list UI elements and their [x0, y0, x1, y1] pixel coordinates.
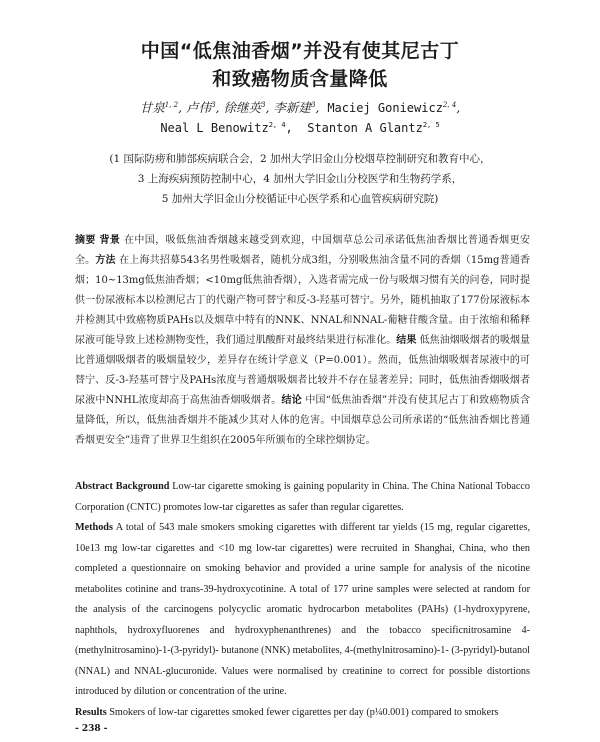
author-affil: 2, 4 [268, 121, 286, 129]
background-text: 在中国，吸低焦油香烟越来越受到欢迎，中国烟草总公司承诺低焦油香烟比普通香烟更安全。 [75, 235, 531, 266]
author-line-1: 甘泉$^{1, 2}$, 卢伟$^3$, 徐继英$^3$, 李新建$^3$, Maciej Goniewicz$^{2, 4}$, [139, 100, 461, 115]
author-affil: 3 [310, 100, 316, 109]
affiliation-line-2: 3 上海疾病预防控制中心，4 加州大学旧金山分校医学和生物药学系， [137, 173, 463, 185]
author: 徐继英 [223, 100, 261, 115]
conclusion-label: 结论 [281, 395, 302, 406]
abstract-label: 摘要 [75, 235, 96, 246]
author: 李新建 [273, 100, 311, 115]
methods-text-en: A total of 543 male smokers smoking cigarettes with different tar yields (15 mg, regular cigarettes, 10e13 mg low-tar cigarettes and <10 mg low-tar cigarettes) were recruited in Shanghai, China, who then completed a questionnaire on smoking behavior and provided a urine sample for analysis of the nicotine metabolites cotinine and trans-39-hydroxycotinine. A total of 177 urine samples were selected at random for the analysis of the carcinogens polycyclic aromatic hydrocarbon metabolites (PAHs) (1-hydroxypyrene, naphthols, hydroxyfluorenes and hydroxyphenanthrenes) and the tobacco specificnitrosamine 4-(methylnitrosamino)-1-(3-pyridyl)- butanone (NNK) metabolites, 4-(methylnitrosamino)-1- (3-pyridyl)-butanol (NNAL) and NNAL-glucuronide. Values were normalised by creatinine to correct for possible distortions introduced by dilution or concentration of the urine. [75, 522, 531, 697]
author-affil: 2, 4 [442, 100, 457, 109]
results-label: 结果 [396, 335, 417, 346]
author: Maciej Goniewicz [327, 101, 443, 115]
page-number: - 238 - [75, 724, 108, 734]
affiliation-line-1: (1 国际防痨和肺部疾病联合会，2 加州大学旧金山分校烟草控制研究和教育中心， [109, 153, 491, 165]
results-label-en: Results [75, 706, 107, 718]
title-line-2: 和致癌物质含量降低 [212, 68, 388, 90]
background-label: 背景 [99, 235, 121, 246]
author-affil: 3 [261, 100, 266, 109]
author-affil: 1, 2 [164, 100, 179, 109]
author: Neal L Benowitz [160, 121, 269, 135]
abstract-label-en: Abstract [75, 481, 113, 492]
abstract-chinese [75, 231, 530, 451]
abstract-english [75, 477, 530, 723]
author-line-2: Neal L Benowitz$^{2, 4}$, Stanton A Glantz$^{2, 5}$ [160, 121, 440, 135]
author-affil: 2, 5 [422, 121, 440, 129]
results-text-en: Smokers of low-tar cigarettes smoked fewer cigarettes per day (p¼0.001) compared to smokers [109, 706, 499, 718]
author: Stanton A Glantz [307, 121, 423, 135]
methods-label: 方法 [95, 255, 116, 266]
background-label-en: Background [115, 481, 170, 492]
affiliation-line-3: 5 加州大学旧金山分校循证中心医学系和心血管疾病研究院) [161, 193, 439, 205]
title-line-1: 中国“低焦油香烟”并没有使其尼古丁 [140, 40, 460, 62]
author: 卢伟 [186, 100, 212, 115]
background-text-en: Low-tar cigarette smoking is gaining popularity in China. The China National Tobacco Corporation (CNTC) promotes low-tar cigarettes as safer than regular cigarettes. [75, 481, 531, 513]
author-affil: 3 [211, 100, 216, 109]
author: 甘泉 [139, 100, 165, 115]
conclusion-text: 中国“低焦油香烟”并没有使其尼古丁和致癌物质含量降低，所以，低焦油香烟并不能减少其对人体的危害。中国烟草总公司所承诺的“低焦油香烟比普通香烟更安全”违背了世界卫生组织在2005年所颁布的全球控烟协定。 [75, 395, 530, 446]
methods-label-en: Methods [75, 522, 113, 533]
results-text: 低焦油烟吸烟者的吸烟量比普通烟吸烟者的吸烟量较少，差异存在统计学意义（P=0.001）。然而，低焦油烟吸烟者尿液中的可替宁、反-3-羟基可替宁及PAHs浓度与普通烟吸烟者比较并不存在显著差异；同时，低焦油香烟吸烟者尿液中NNHL浓度却高于高焦油香烟吸烟者。 [75, 335, 531, 406]
methods-text: 在上海共招募543名男性吸烟者，随机分成3组，分别吸焦油含量不同的香烟（15mg普通香烟；10~13mg低焦油香烟；<10mg低焦油香烟），入选者需完成一份与吸烟习惯有关的问卷，同时提供一份尿液标本以检测尼古丁的代谢产物可替宁和反-3-羟基可替宁。另外，随机抽取了177份尿液标本并检测其中致癌物质PAHs以及烟草中特有的NNK、NNAL和NNAL-葡糖苷酸含量。由于浓缩和稀释尿液可能导致上述检测物变性，我们通过肌酸酐对最终结果进行标准化。 [75, 255, 531, 346]
